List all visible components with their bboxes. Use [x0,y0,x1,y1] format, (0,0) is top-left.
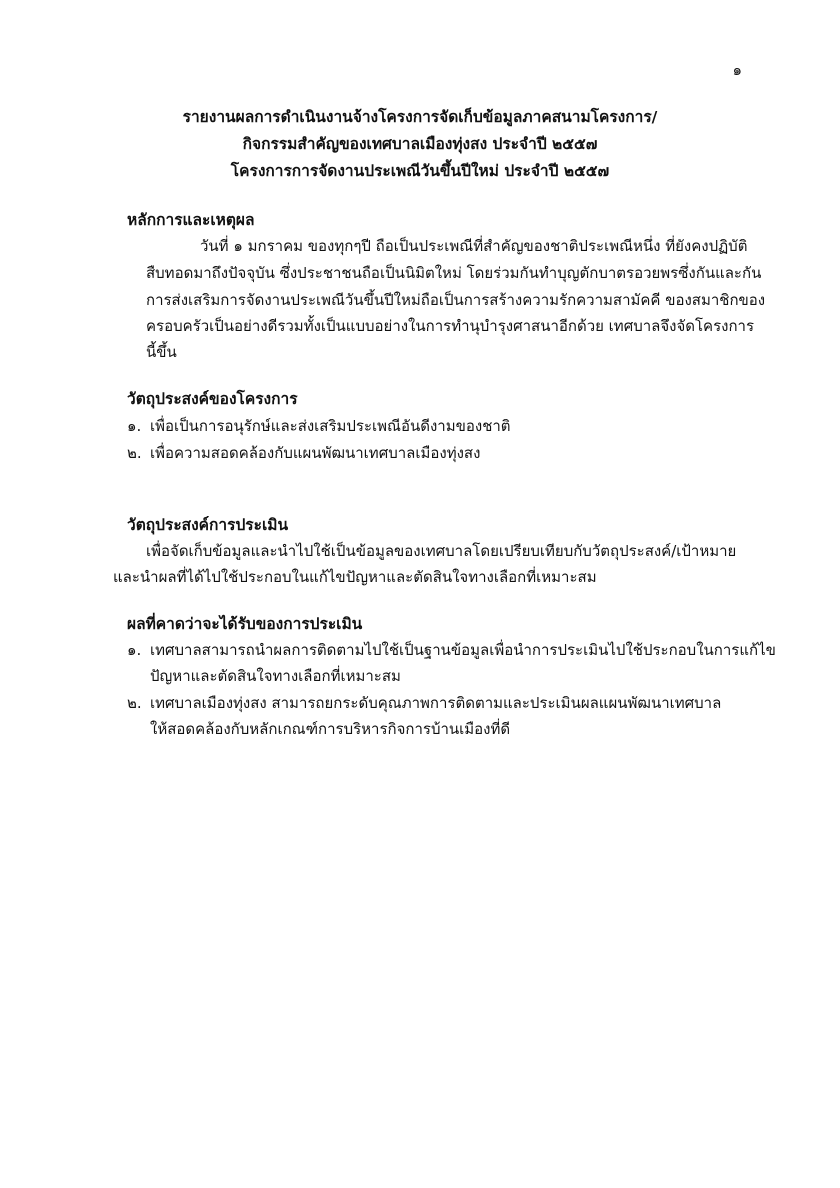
expected-result-text: ให้สอดคล้องกับหลักเกณฑ์การบริหารกิจการบ้านเมืองที่ดี [150,720,511,738]
principles-line-4: ครอบครัวเป็นอย่างดีรวมทั้งเป็นแบบอย่างในการทำนุบำรุงศาสนาอีกด้วย เทศบาลจึงจัดโครงการ [146,317,755,335]
principles-line-3: การส่งเสริมการจัดงานประเพณีวันขึ้นปีใหม่ถือเป็นการสร้างความรักความสามัคคี ของสมาชิกของ [146,291,766,309]
evaluation-objectives-line-2: และนำผลที่ได้ไปใช้ประกอบในแก้ไขปัญหาและตัดสินใจทางเลือกที่เหมาะสม [113,568,597,586]
page-number: ๑ [732,61,742,79]
objective-number: ๒. [127,444,142,462]
objective-text: เพื่อเป็นการอนุรักษ์และส่งเสริมประเพณีอันดีงามของชาติ [150,417,511,435]
document-title [0,104,840,185]
principles-line-5: นี้ขึ้น [146,343,177,361]
expected-results-heading: ผลที่คาดว่าจะได้รับของการประเมิน [127,615,363,633]
title-line-1: รายงานผลการดำเนินงานจ้างโครงการจัดเก็บข้อมูลภาคสนามโครงการ/ [182,108,658,126]
expected-result-number: ๑. [127,641,142,659]
principles-heading: หลักการและเหตุผล [127,211,255,229]
expected-result-number: ๒. [127,694,142,712]
title-line-2: กิจกรรมสำคัญของเทศบาลเมืองทุ่งสง ประจำปี ๒๕๕๗ [242,135,598,153]
expected-result-text: ปัญหาและตัดสินใจทางเลือกที่เหมาะสม [150,667,401,685]
evaluation-objectives-heading: วัตถุประสงค์การประเมิน [127,516,289,534]
evaluation-objectives-line-1: เพื่อจัดเก็บข้อมูลและนำไปใช้เป็นข้อมูลของเทศบาลโดยเปรียบเทียบกับวัตถุประสงค์/เป้าหมาย [146,542,737,560]
principles-line-1: วันที่ ๑ มกราคม ของทุกๆปี ถือเป็นประเพณีที่สำคัญของชาติประเพณีหนึ่ง ที่ยังคงปฏิบัติ [200,237,748,255]
objective-number: ๑. [127,417,142,435]
objective-text: เพื่อความสอดคล้องกับแผนพัฒนาเทศบาลเมืองทุ่งสง [150,444,481,462]
objectives-heading: วัตถุประสงค์ของโครงการ [127,390,298,408]
title-line-3: โครงการการจัดงานประเพณีวันขึ้นปีใหม่ ประจำปี ๒๕๕๗ [230,162,610,180]
expected-result-text: เทศบาลสามารถนำผลการติดตามไปใช้เป็นฐานข้อมูลเพื่อนำการประเมินไปใช้ประกอบในการแก้ไข [150,641,776,659]
expected-result-text: เทศบาลเมืองทุ่งสง สามารถยกระดับคุณภาพการติดตามและประเมินผลแผนพัฒนาเทศบาล [150,694,722,712]
principles-line-2: สืบทอดมาถึงปัจจุบัน ซึ่งประชาชนถือเป็นนิมิตใหม่ โดยร่วมกันทำบุญตักบาตรอวยพรซึ่งกันและกัน [146,264,762,282]
